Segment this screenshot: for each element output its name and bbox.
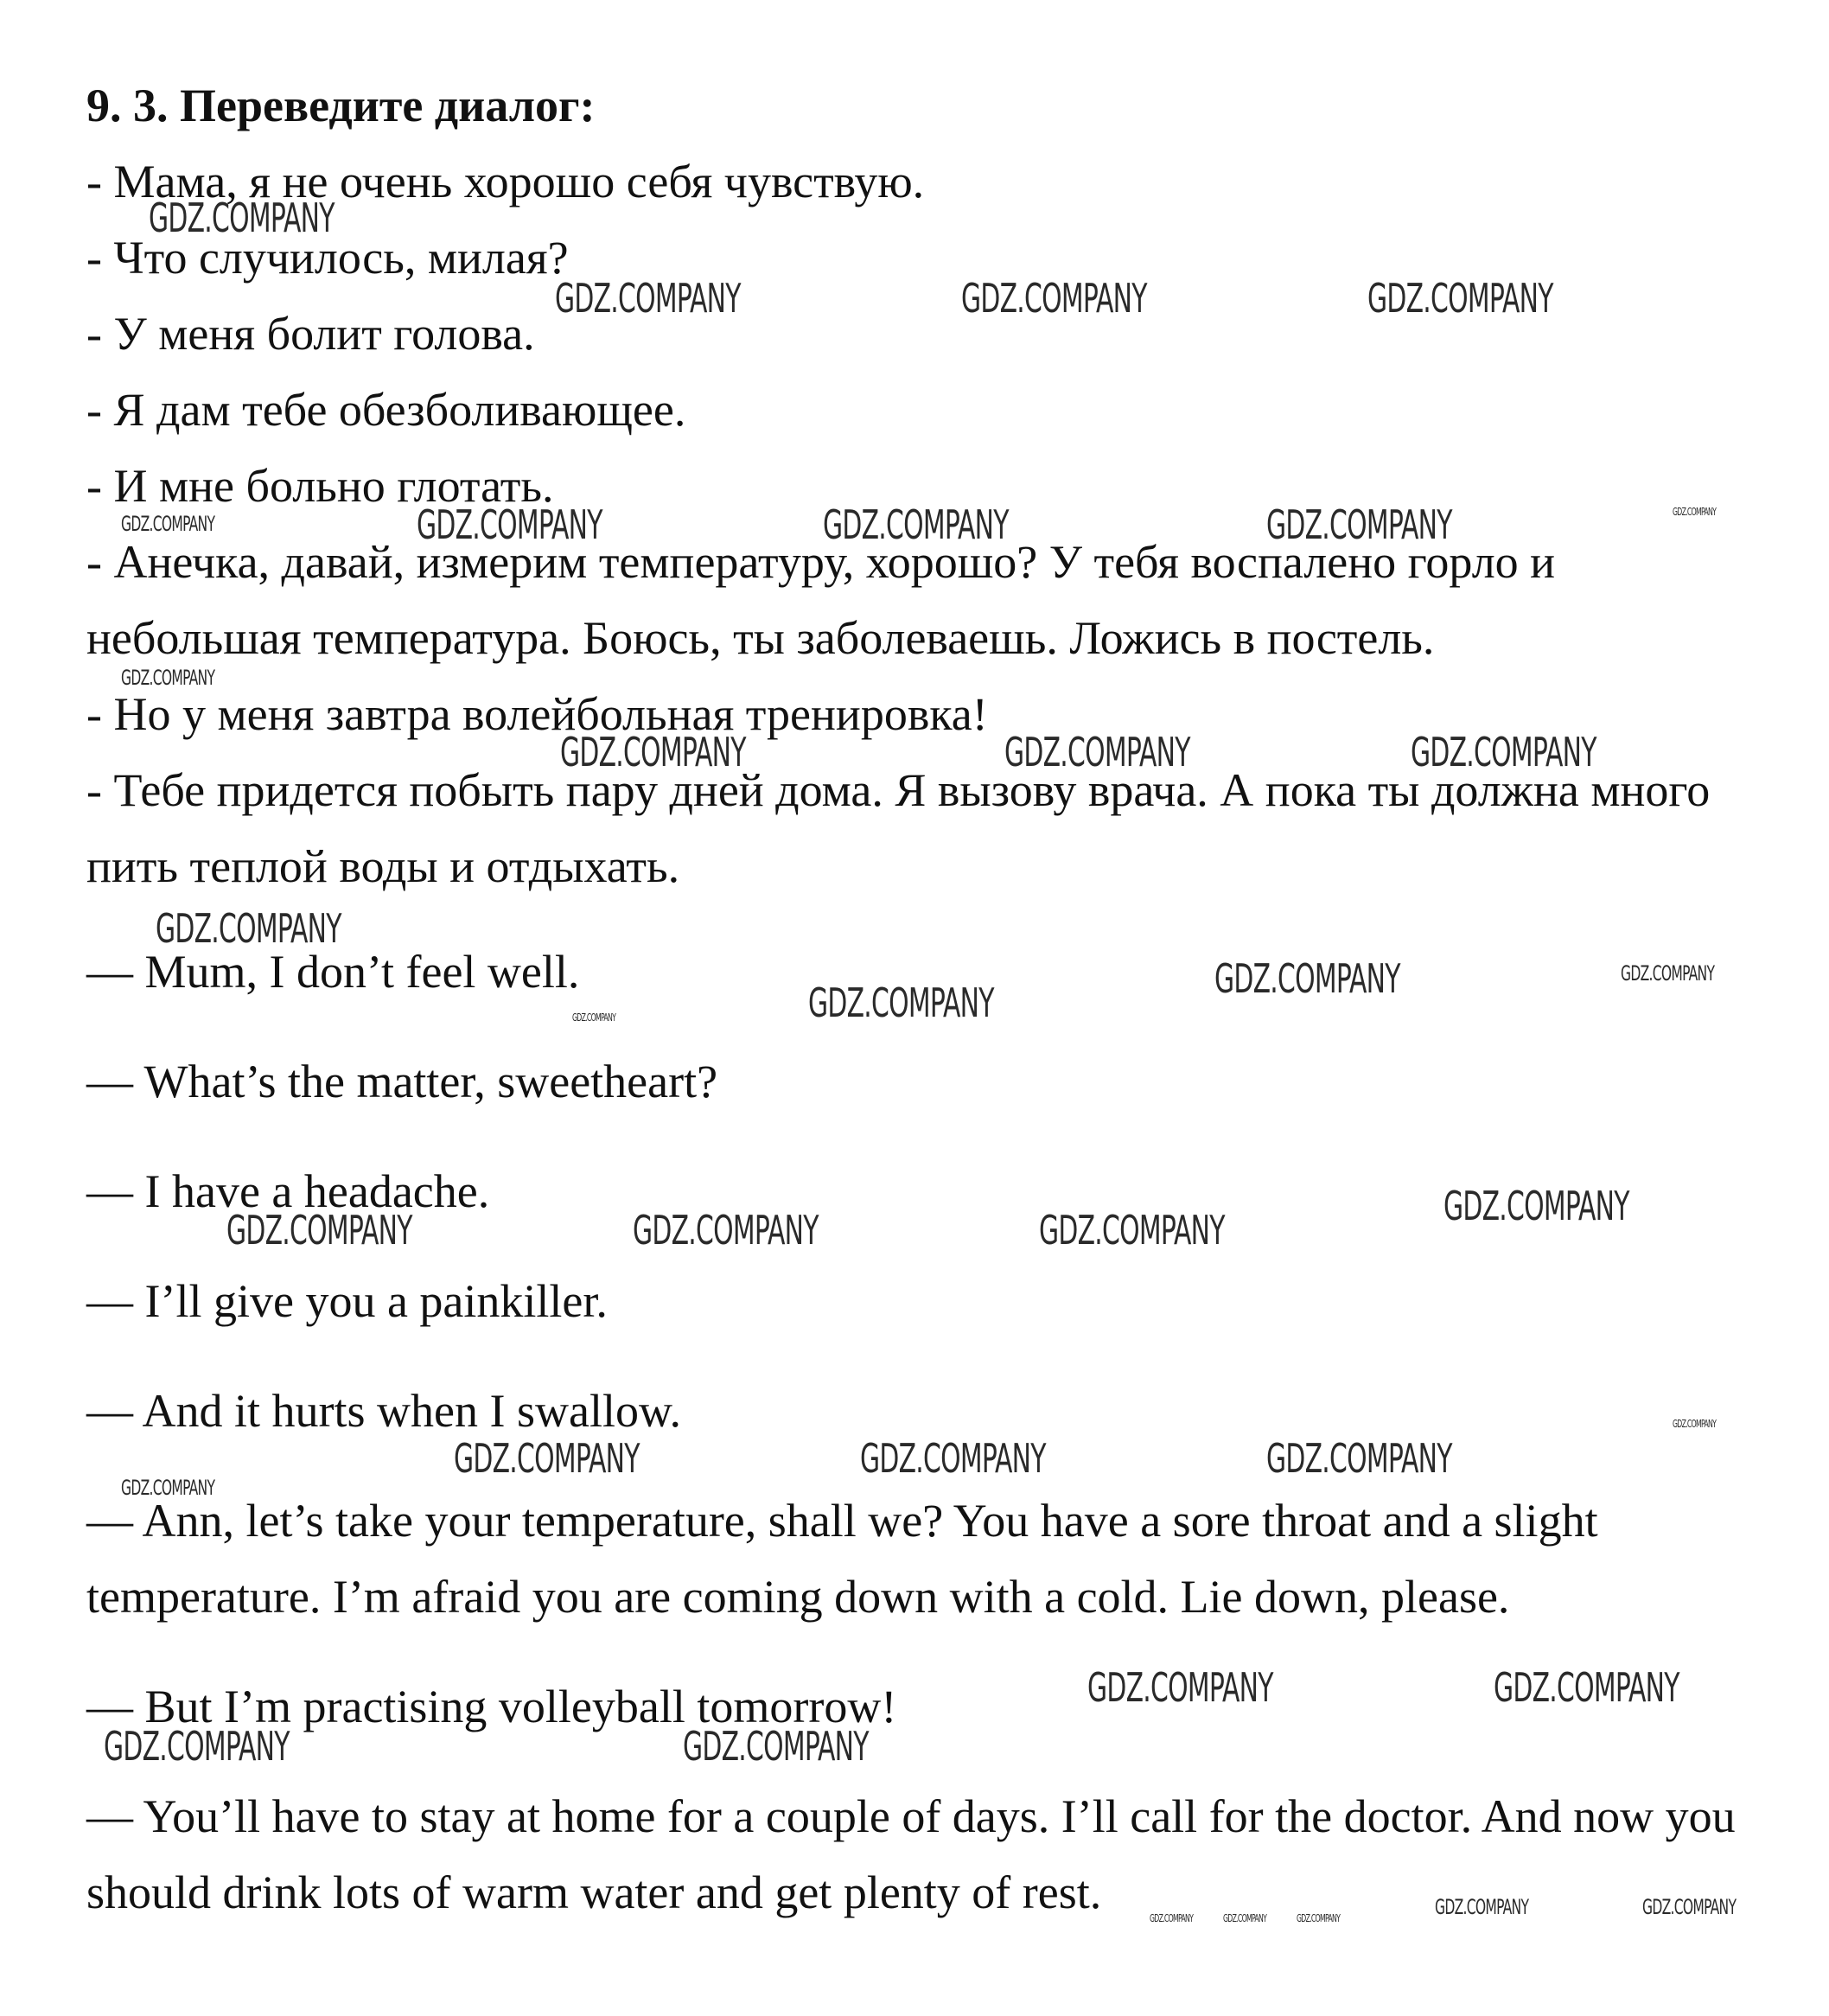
watermark-text: GDZ.COMPANY <box>1642 1895 1737 1919</box>
english-dialogue <box>86 934 1763 1930</box>
watermark-text: GDZ.COMPANY <box>633 1207 819 1254</box>
watermark-text: GDZ.COMPANY <box>121 666 215 690</box>
dialogue-line-ru: - Анечка, давай, измерим температуру, хорошо? У тебя воспалено горло и небольшая температура. Боюсь, ты заболеваешь. Ложись в постель. <box>86 536 1556 664</box>
watermark-text: GDZ.COMPANY <box>149 195 335 241</box>
watermark-text: GDZ.COMPANY <box>683 1723 869 1770</box>
exercise-heading: 9. 3. Переведите диалог: <box>86 80 596 131</box>
dialogue-line-en: — Ann, let’s take your temperature, shall we? You have a sore throat and a slight temperature. I’m afraid you are coming down with a cold. Lie down, please. <box>86 1495 1598 1623</box>
watermark-text: GDZ.COMPANY <box>454 1435 640 1482</box>
watermark-text: GDZ.COMPANY <box>961 275 1147 322</box>
dialogue-line-en: — But I’m practising volleyball tomorrow! <box>86 1681 897 1732</box>
dialogue-line-en: — I’ll give you a painkiller. <box>86 1275 608 1327</box>
watermark-text: GDZ.COMPANY <box>417 501 602 548</box>
watermark-text: GDZ.COMPANY <box>1411 729 1596 775</box>
watermark-text: GDZ.COMPANY <box>572 1011 616 1024</box>
watermark-text: GDZ.COMPANY <box>104 1723 290 1770</box>
watermark-text: GDZ.COMPANY <box>1214 955 1400 1002</box>
dialogue-line-ru: - Я дам тебе обезболивающее. <box>86 384 686 436</box>
watermark-text: GDZ.COMPANY <box>1673 506 1717 518</box>
watermark-text: GDZ.COMPANY <box>1266 501 1452 548</box>
watermark-text: GDZ.COMPANY <box>1039 1207 1225 1254</box>
dialogue-line-ru: - Тебе придется побыть пару дней дома. Я вызову врача. А пока ты должна много пить теплой воды и отдыхать. <box>86 764 1711 892</box>
watermark-text: GDZ.COMPANY <box>860 1435 1046 1482</box>
watermark-text: GDZ.COMPANY <box>121 512 215 536</box>
dialogue-line-en: — What’s the matter, sweetheart? <box>86 1056 718 1107</box>
watermark-text: GDZ.COMPANY <box>1443 1183 1629 1229</box>
watermark-text: GDZ.COMPANY <box>1087 1664 1273 1711</box>
watermark-text: GDZ.COMPANY <box>1673 1418 1717 1430</box>
dialogue-line-ru: - Но у меня завтра волейбольная тренировка! <box>86 688 988 740</box>
watermark-text: GDZ.COMPANY <box>823 501 1009 548</box>
watermark-text: GDZ.COMPANY <box>121 1476 215 1500</box>
dialogue-line-en: — I have a headache. <box>86 1165 490 1217</box>
dialogue-line-ru: - У меня болит голова. <box>86 308 535 360</box>
dialogue-line-ru: - И мне больно глотать. <box>86 460 554 512</box>
watermark-text: GDZ.COMPANY <box>1266 1435 1452 1482</box>
watermark-text: GDZ.COMPANY <box>226 1207 412 1254</box>
watermark-text: GDZ.COMPANY <box>560 729 746 775</box>
dialogue-line-en: — You’ll have to stay at home for a couple of days. I’ll call for the doctor. And now you should drink lots of warm water and get plenty of rest. <box>86 1790 1736 1918</box>
watermark-text: GDZ.COMPANY <box>555 275 741 322</box>
watermark-text: GDZ.COMPANY <box>1004 729 1190 775</box>
dialogue-line-ru: - Мама, я не очень хорошо себя чувствую. <box>86 156 925 207</box>
watermark-text: GDZ.COMPANY <box>1297 1912 1341 1924</box>
dialogue-line-ru: - Что случилось, милая? <box>86 232 569 284</box>
watermark-text: GDZ.COMPANY <box>1223 1912 1267 1924</box>
dialogue-line-en: — Mum, I don’t feel well. <box>86 946 580 998</box>
watermark-text: GDZ.COMPANY <box>808 979 994 1026</box>
dialogue-line-en: — And it hurts when I swallow. <box>86 1385 681 1437</box>
watermark-text: GDZ.COMPANY <box>1367 275 1553 322</box>
watermark-text: GDZ.COMPANY <box>1494 1664 1679 1711</box>
watermark-text: GDZ.COMPANY <box>1621 961 1715 986</box>
watermark-text: GDZ.COMPANY <box>1150 1912 1194 1924</box>
watermark-text: GDZ.COMPANY <box>1435 1895 1529 1919</box>
watermark-text: GDZ.COMPANY <box>156 905 341 952</box>
